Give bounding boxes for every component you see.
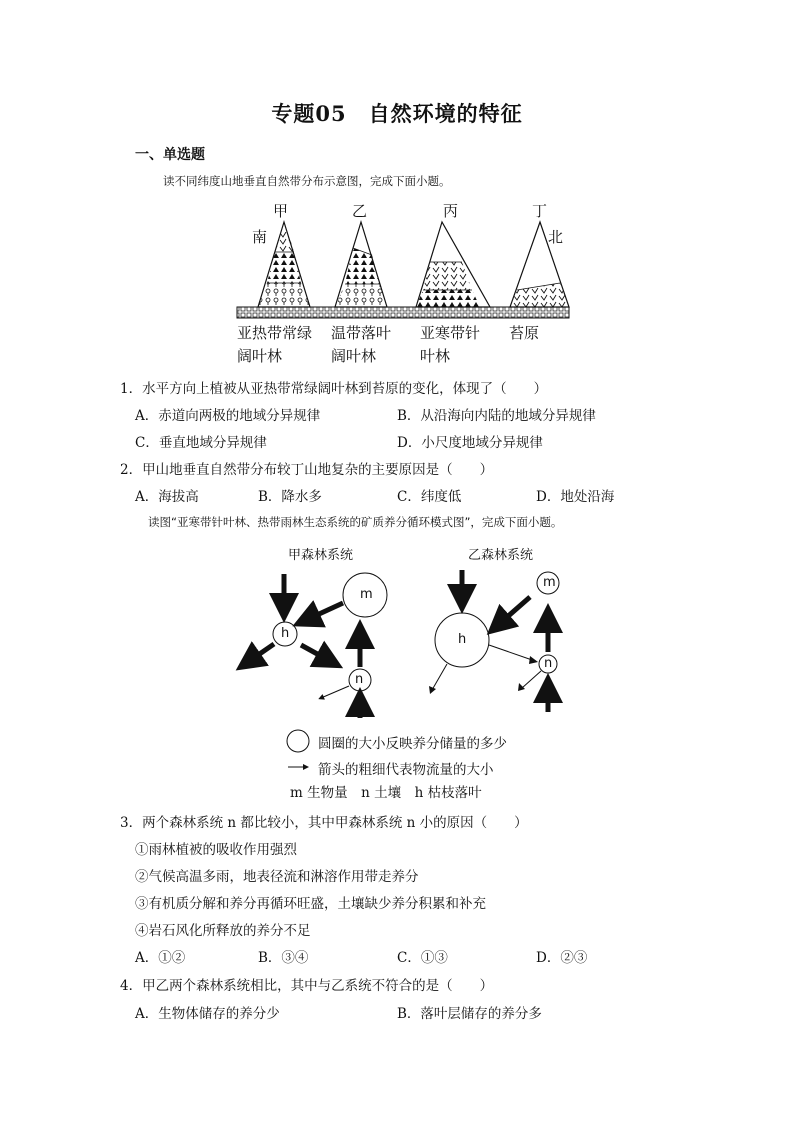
q3-statement-2: ②气候高温多雨，地表径流和淋溶作用带走养分	[135, 869, 419, 885]
intro-text-2: 读图“亚寒带针叶林、热带雨林生态系统的矿质养分循环模式图”，完成下面小题。	[148, 515, 563, 529]
q1-option-b[interactable]: B．从沿海向内陆的地域分异规律	[397, 408, 596, 424]
section-heading: 一、单选题	[135, 147, 205, 163]
q3-option-b[interactable]: B．③④	[258, 950, 309, 966]
q1-option-d[interactable]: D．小尺度地域分异规律	[397, 435, 543, 451]
base-label-1b: 阔叶林	[237, 347, 283, 365]
q1-stem: 1．水平方向上植被从亚热带常绿阔叶林到苔原的变化，体现了（ ）	[120, 381, 548, 397]
legend-circle-text: 圆圈的大小反映养分储量的多少	[318, 736, 507, 752]
base-label-2: 温带落叶	[331, 324, 392, 342]
q3-stem: 3．两个森林系统 n 都比较小，其中甲森林系统 n 小的原因（ ）	[120, 815, 528, 831]
q4-option-a[interactable]: A．生物体储存的养分少	[135, 1006, 280, 1022]
base-label-3: 亚寒带针	[420, 324, 481, 342]
mountain-label-yi: 乙	[352, 202, 368, 220]
north-label: 北	[548, 228, 564, 246]
q2-option-c[interactable]: C．纬度低	[397, 489, 462, 505]
mountain-label-jia: 甲	[273, 202, 289, 220]
legend-arrow-text: 箭头的粗细代表物流量的大小	[318, 762, 494, 778]
mountain-label-ding: 丁	[532, 202, 548, 220]
intro-text-1: 读不同纬度山地垂直自然带分布示意图，完成下面小题。	[163, 174, 451, 188]
q3-statement-1: ①雨林植被的吸收作用强烈	[135, 842, 297, 858]
node-jia-m: m	[360, 587, 373, 602]
base-label-2b: 阔叶林	[331, 347, 377, 365]
q3-option-a[interactable]: A．①②	[135, 950, 186, 966]
node-jia-n: n	[355, 672, 364, 687]
q1-option-c[interactable]: C．垂直地域分异规律	[135, 435, 267, 451]
base-label-4: 苔原	[509, 324, 540, 342]
legend-circle-icon	[287, 730, 309, 752]
q3-option-d[interactable]: D．②③	[536, 950, 588, 966]
node-yi-m: m	[543, 575, 556, 590]
page-title: 专题05 自然环境的特征	[271, 101, 523, 126]
q2-option-a[interactable]: A．海拔高	[135, 489, 199, 505]
node-yi-n: n	[544, 656, 553, 671]
q4-option-b[interactable]: B．落叶层储存的养分多	[397, 1006, 542, 1022]
q3-statement-3: ③有机质分解和养分再循环旺盛，土壤缺少养分积累和补充	[135, 896, 486, 912]
south-label: 南	[252, 228, 268, 246]
system-yi-title: 乙森林系统	[468, 548, 534, 563]
legend-keys: m 生物量 n 土壤 h 枯枝落叶	[290, 785, 482, 801]
q2-option-d[interactable]: D．地处沿海	[536, 489, 615, 505]
q3-statement-4: ④岩石风化所释放的养分不足	[135, 923, 311, 939]
base-label-3b: 叶林	[420, 347, 451, 365]
q1-option-a[interactable]: A．赤道向两极的地域分异规律	[135, 408, 321, 424]
node-jia-h: h	[281, 626, 290, 641]
system-jia-title: 甲森林系统	[288, 548, 354, 563]
q2-option-b[interactable]: B．降水多	[258, 489, 322, 505]
q4-stem: 4．甲乙两个森林系统相比，其中与乙系统不符合的是（ ）	[120, 978, 494, 994]
q3-option-c[interactable]: C．①③	[397, 950, 448, 966]
node-yi-h: h	[458, 632, 467, 647]
base-label-1: 亚热带常绿	[237, 324, 313, 342]
q2-stem: 2．甲山地垂直自然带分布较丁山地复杂的主要原因是（ ）	[120, 462, 494, 478]
mountain-label-bing: 丙	[443, 202, 459, 220]
